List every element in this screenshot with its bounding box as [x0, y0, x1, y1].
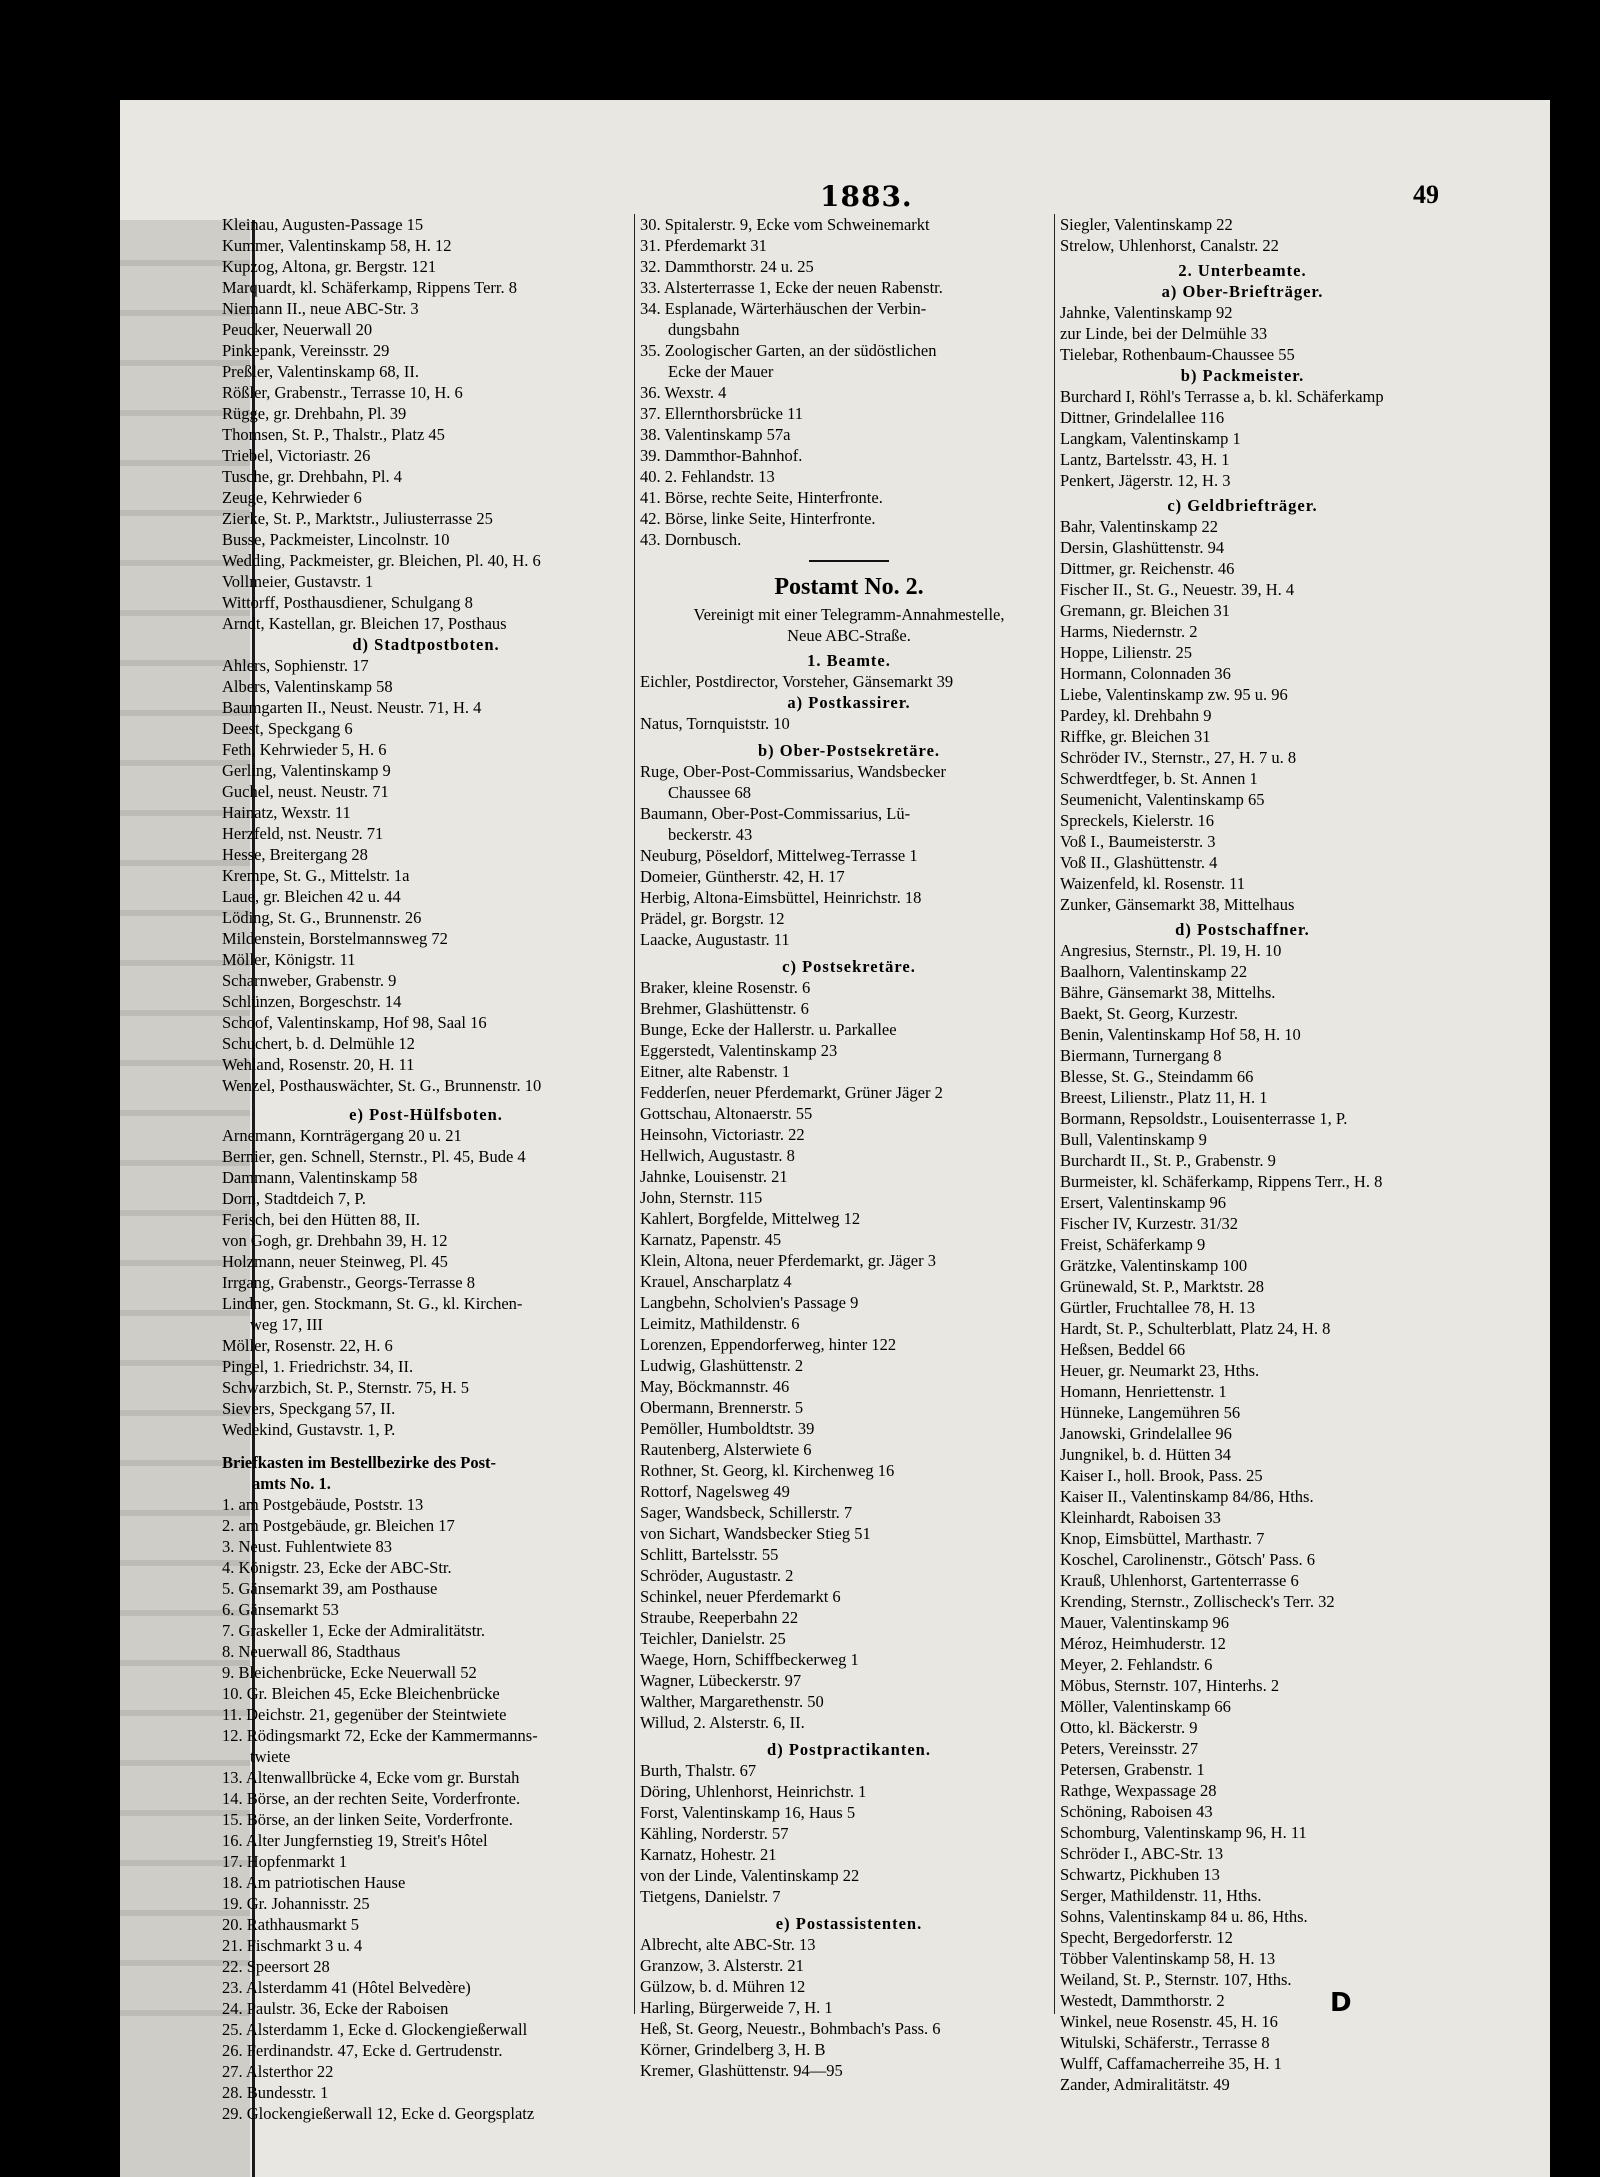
list-item: Rößler, Grabenstr., Terrasse 10, H. 6 — [222, 383, 463, 402]
list-item: 33. Alsterterrasse 1, Ecke der neuen Rabenstr. — [640, 278, 943, 297]
list-item: 38. Valentinskamp 57a — [640, 425, 791, 444]
list-item: Waege, Horn, Schiffbeckerweg 1 — [640, 1650, 859, 1669]
section-rule — [809, 560, 889, 562]
list-item: 8. Neuerwall 86, Stadthaus — [222, 1642, 401, 1661]
list-item: Dorn, Stadtdeich 7, P. — [222, 1189, 366, 1208]
list-item: zur Linde, bei der Delmühle 33 — [1060, 324, 1268, 343]
list-item: Winkel, neue Rosenstr. 45, H. 16 — [1060, 2012, 1278, 2031]
list-item: Witulski, Schäferstr., Terrasse 8 — [1060, 2033, 1270, 2052]
list-item: Willud, 2. Alsterstr. 6, II. — [640, 1713, 805, 1732]
list-postsekretaere — [640, 977, 1058, 1733]
list-item: Irrgang, Grabenstr., Georgs-Terrasse 8 — [222, 1273, 475, 1292]
list-item: weg 17, III — [250, 1315, 323, 1334]
list-item: Leimitz, Mathildenstr. 6 — [640, 1314, 800, 1333]
page-header — [0, 180, 1600, 213]
list-item: Teichler, Danielstr. 25 — [640, 1629, 786, 1648]
list-item: Niemann II., neue ABC-Str. 3 — [222, 299, 419, 318]
list-item: Waizenfeld, kl. Rosenstr. 11 — [1060, 874, 1246, 893]
list-item: Tusche, gr. Drehbahn, Pl. 4 — [222, 467, 402, 486]
list-item: Burchardt II., St. P., Grabenstr. 9 — [1060, 1151, 1276, 1170]
section-heading: b) Packmeister. — [1180, 366, 1305, 385]
list-item: 12. Rödingsmarkt 72, Ecke der Kammermanns- — [222, 1726, 538, 1745]
list-item: 40. 2. Fehlandstr. 13 — [640, 467, 775, 486]
list-item: Triebel, Victoriastr. 26 — [222, 446, 371, 465]
list-item: Lindner, gen. Stockmann, St. G., kl. Kirchen- — [222, 1294, 523, 1313]
list-item: Kaiser II., Valentinskamp 84/86, Hths. — [1060, 1487, 1314, 1506]
list-item: Freist, Schäferkamp 9 — [1060, 1235, 1206, 1254]
list-item: Hesse, Breitergang 28 — [222, 845, 368, 864]
list-item: Krempe, St. G., Mittelstr. 1a — [222, 866, 410, 885]
list-item: Möller, Rosenstr. 22, H. 6 — [222, 1336, 393, 1355]
list-item: Ahlers, Sophienstr. 17 — [222, 656, 369, 675]
column-rule — [634, 214, 635, 2014]
list-item: Scharnweber, Grabenstr. 9 — [222, 971, 397, 990]
list-item: Tietgens, Danielstr. 7 — [640, 1887, 781, 1906]
list-item: Kupzog, Altona, gr. Bergstr. 121 — [222, 257, 437, 276]
list-item: 17. Hopfenmarkt 1 — [222, 1852, 348, 1871]
list-item: Voß I., Baumeisterstr. 3 — [1060, 832, 1216, 851]
list-item: Otto, kl. Bäckerstr. 9 — [1060, 1718, 1198, 1737]
list-item: 14. Börse, an der rechten Seite, Vorderfronte. — [222, 1789, 521, 1808]
list-postkassirer — [640, 713, 1058, 734]
list-item: 34. Esplanade, Wärterhäuschen der Verbin- — [640, 299, 927, 318]
list-item: Forst, Valentinskamp 16, Haus 5 — [640, 1803, 856, 1822]
list-item: Walther, Margarethenstr. 50 — [640, 1692, 824, 1711]
list-item: Burmeister, kl. Schäferkamp, Rippens Terr., H. 8 — [1060, 1172, 1383, 1191]
list-item: Arnemann, Kornträgergang 20 u. 21 — [222, 1126, 462, 1145]
list-item: 19. Gr. Johannisstr. 25 — [222, 1894, 370, 1913]
list-item: Klein, Altona, neuer Pferdemarkt, gr. Jäger 3 — [640, 1251, 936, 1270]
list-item: Holzmann, neuer Steinweg, Pl. 45 — [222, 1252, 448, 1271]
list-item: Schwartz, Pickhuben 13 — [1060, 1865, 1220, 1884]
list-item: 36. Wexstr. 4 — [640, 383, 727, 402]
list-item: 16. Alter Jungfernstieg 19, Streit's Hôtel — [222, 1831, 488, 1850]
list-item: Jahnke, Louisenstr. 21 — [640, 1167, 788, 1186]
column-left — [222, 214, 630, 2124]
list-item: Hünneke, Langemühren 56 — [1060, 1403, 1241, 1422]
list-item: Serger, Mathildenstr. 11, Hths. — [1060, 1886, 1262, 1905]
list-item: 31. Pferdemarkt 31 — [640, 236, 767, 255]
list-item: Heß, St. Georg, Neuestr., Bohmbach's Pass. 6 — [640, 2019, 941, 2038]
list-item: 42. Börse, linke Seite, Hinterfronte. — [640, 509, 876, 528]
list-item: 4. Königstr. 23, Ecke der ABC-Str. — [222, 1558, 452, 1577]
list-item: Feth, Kehrwieder 5, H. 6 — [222, 740, 387, 759]
list-item: Schinkel, neuer Pferdemarkt 6 — [640, 1587, 841, 1606]
list-item: Westedt, Dammthorstr. 2 — [1060, 1991, 1225, 2010]
list-item: Laue, gr. Bleichen 42 u. 44 — [222, 887, 401, 906]
list-item: Rügge, gr. Drehbahn, Pl. 39 — [222, 404, 407, 423]
list-item: Karnatz, Papenstr. 45 — [640, 1230, 782, 1249]
list-item: Kleinhardt, Raboisen 33 — [1060, 1508, 1221, 1527]
list-item: Schlitt, Bartelsstr. 55 — [640, 1545, 779, 1564]
list-item: Ecke der Mauer — [668, 362, 774, 381]
list-item: Burth, Thalstr. 67 — [640, 1761, 757, 1780]
list-item: Biermann, Turnergang 8 — [1060, 1046, 1222, 1065]
list-item: Chaussee 68 — [668, 783, 751, 802]
list-item: Blesse, St. G., Steindamm 66 — [1060, 1067, 1254, 1086]
section-heading: c) Geldbriefträger. — [1167, 496, 1318, 515]
briefkasten-title-cont: amts No. 1. — [252, 1474, 331, 1493]
list-item: Albers, Valentinskamp 58 — [222, 677, 393, 696]
list-item: Wittorff, Posthausdiener, Schulgang 8 — [222, 593, 473, 612]
list-item: Voß II., Glashüttenstr. 4 — [1060, 853, 1218, 872]
list-item: Schlünzen, Borgeschstr. 14 — [222, 992, 402, 1011]
list-item: beckerstr. 43 — [668, 825, 753, 844]
list-item: Ruge, Ober-Post-Commissarius, Wandsbecker — [640, 762, 946, 781]
list-item: Eitner, alte Rabenstr. 1 — [640, 1062, 791, 1081]
list-item: Hellwich, Augustastr. 8 — [640, 1146, 795, 1165]
list-item: Brehmer, Glashüttenstr. 6 — [640, 999, 809, 1018]
section-heading: d) Postschaffner. — [1175, 920, 1310, 939]
list-item: 29. Glockengießerwall 12, Ecke d. Georgsplatz — [222, 2104, 535, 2123]
list-item: Rathge, Wexpassage 28 — [1060, 1781, 1217, 1800]
list-item: Deest, Speckgang 6 — [222, 719, 353, 738]
list-item: Baumann, Ober-Post-Commissarius, Lü- — [640, 804, 911, 823]
list-item: 43. Dornbusch. — [640, 530, 742, 549]
list-item: Fedderſen, neuer Pferdemarkt, Grüner Jäger 2 — [640, 1083, 943, 1102]
list-item: Möbus, Sternstr. 107, Hinterhs. 2 — [1060, 1676, 1280, 1695]
list-item: Vollmeier, Gustavstr. 1 — [222, 572, 374, 591]
list-item: Krauß, Uhlenhorst, Gartenterrasse 6 — [1060, 1571, 1299, 1590]
list-item: Rautenberg, Alsterwiete 6 — [640, 1440, 812, 1459]
list-item: Baekt, St. Georg, Kurzestr. — [1060, 1004, 1238, 1023]
list-item: Jungnikel, b. d. Hütten 34 — [1060, 1445, 1231, 1464]
list-postassistenten — [640, 1934, 1058, 2081]
section-heading: a) Ober-Briefträger. — [1161, 282, 1324, 301]
list-item: Schröder, Augustastr. 2 — [640, 1566, 794, 1585]
list-item: Weiland, St. P., Sternstr. 107, Hths. — [1060, 1970, 1292, 1989]
list-item: Harms, Niedernstr. 2 — [1060, 622, 1198, 641]
list-item: Bahr, Valentinskamp 22 — [1060, 517, 1219, 536]
list-item: Möller, Valentinskamp 66 — [1060, 1697, 1231, 1716]
list-item: Penkert, Jägerstr. 12, H. 3 — [1060, 471, 1231, 490]
list-item: 41. Börse, rechte Seite, Hinterfronte. — [640, 488, 883, 507]
list-item: Langbehn, Scholvien's Passage 9 — [640, 1293, 859, 1312]
postamt-title: Postamt No. 2. — [774, 574, 924, 600]
section-heading: 2. Unterbeamte. — [1178, 261, 1307, 280]
list-item: Fischer IV, Kurzestr. 31/32 — [1060, 1214, 1238, 1233]
list-item: Döring, Uhlenhorst, Heinrichstr. 1 — [640, 1782, 867, 1801]
list-item: Mauer, Valentinskamp 96 — [1060, 1613, 1230, 1632]
list-item: Mildenstein, Borstelmannsweg 72 — [222, 929, 448, 948]
list-item: Bähre, Gänsemarkt 38, Mittelhs. — [1060, 983, 1276, 1002]
list-item: Schöning, Raboisen 43 — [1060, 1802, 1213, 1821]
list-item: Schröder I., ABC-Str. 13 — [1060, 1844, 1224, 1863]
list-item: Krending, Sternstr., Zollischeck's Terr. 32 — [1060, 1592, 1335, 1611]
list-item: Schröder IV., Sternstr., 27, H. 7 u. 8 — [1060, 748, 1297, 767]
list-item: 3. Neust. Fuhlentwiete 83 — [222, 1537, 393, 1556]
list-item: Zander, Admiralitätstr. 49 — [1060, 2075, 1230, 2094]
list-item: 7. Graskeller 1, Ecke der Admiralitätstr. — [222, 1621, 486, 1640]
list-item: 32. Dammthorstr. 24 u. 25 — [640, 257, 814, 276]
list-item: 10. Gr. Bleichen 45, Ecke Bleichenbrücke — [222, 1684, 500, 1703]
list-item: Gürtler, Fruchtallee 78, H. 13 — [1060, 1298, 1255, 1317]
list-briefkasten — [222, 1494, 630, 2124]
list-item: 11. Deichstr. 21, gegenüber der Steintwiete — [222, 1705, 507, 1724]
section-heading: 1. Beamte. — [807, 651, 891, 670]
list-item: Gülzow, b. d. Mühren 12 — [640, 1977, 806, 1996]
list-item: Eggerstedt, Valentinskamp 23 — [640, 1041, 838, 1060]
list-item: 30. Spitalerstr. 9, Ecke vom Schweinemarkt — [640, 215, 930, 234]
list-item: Rothner, St. Georg, kl. Kirchenweg 16 — [640, 1461, 895, 1480]
list-item: Gottschau, Altonaerstr. 55 — [640, 1104, 813, 1123]
list-item: Kahlert, Borgfelde, Mittelweg 12 — [640, 1209, 861, 1228]
list-item: Wedekind, Gustavstr. 1, P. — [222, 1420, 396, 1439]
year-heading: 1883. — [820, 180, 913, 213]
section-heading: d) Postpractikanten. — [767, 1740, 931, 1759]
list-item: Ferisch, bei den Hütten 88, II. — [222, 1210, 420, 1229]
list-item: Rottorf, Nagelsweg 49 — [640, 1482, 790, 1501]
list-item: Obermann, Brennerstr. 5 — [640, 1398, 804, 1417]
list-item: Grätzke, Valentinskamp 100 — [1060, 1256, 1248, 1275]
list-item: Bernier, gen. Schnell, Sternstr., Pl. 45, Bude 4 — [222, 1147, 526, 1166]
list-item: Peters, Vereinsstr. 27 — [1060, 1739, 1199, 1758]
list-item: Gerling, Valentinskamp 9 — [222, 761, 391, 780]
list-item: 21. Fischmarkt 3 u. 4 — [222, 1936, 363, 1955]
list-letter-k-to-z — [222, 214, 630, 634]
list-item: Schoof, Valentinskamp, Hof 98, Saal 16 — [222, 1013, 487, 1032]
list-item: von Gogh, gr. Drehbahn 39, H. 12 — [222, 1231, 448, 1250]
list-item: Krauel, Anscharplatz 4 — [640, 1272, 792, 1291]
list-item: Homann, Henriettenstr. 1 — [1060, 1382, 1227, 1401]
list-item: Ersert, Valentinskamp 96 — [1060, 1193, 1227, 1212]
list-item: Thomsen, St. P., Thalstr., Platz 45 — [222, 425, 445, 444]
list-item: Preßler, Valentinskamp 68, II. — [222, 362, 419, 381]
list-item: Schuchert, b. d. Delmühle 12 — [222, 1034, 415, 1053]
list-item: Hoppe, Lilienstr. 25 — [1060, 643, 1192, 662]
list-item: Kleinau, Augusten-Passage 15 — [222, 215, 424, 234]
list-item: John, Sternstr. 115 — [640, 1188, 763, 1207]
list-item: von Sichart, Wandsbecker Stieg 51 — [640, 1524, 871, 1543]
list-item: Wedding, Packmeister, gr. Bleichen, Pl. 40, H. 6 — [222, 551, 541, 570]
list-item: May, Böckmannstr. 46 — [640, 1377, 790, 1396]
section-heading: a) Postkassirer. — [787, 693, 911, 712]
list-item: Angresius, Sternstr., Pl. 19, H. 10 — [1060, 941, 1282, 960]
list-item: 28. Bundesstr. 1 — [222, 2083, 329, 2102]
list-item: Körner, Grindelberg 3, H. B — [640, 2040, 826, 2059]
list-item: Heinsohn, Victoriastr. 22 — [640, 1125, 805, 1144]
list-item: 5. Gänsemarkt 39, am Posthause — [222, 1579, 438, 1598]
list-item: Heuer, gr. Neumarkt 23, Hths. — [1060, 1361, 1260, 1380]
column-middle — [640, 214, 1058, 2081]
list-ober-postsekretaere — [640, 761, 1058, 950]
list-geldbrieftraeger — [1060, 516, 1425, 915]
list-item: Gremann, gr. Bleichen 31 — [1060, 601, 1230, 620]
list-item: 15. Börse, an der linken Seite, Vorderfronte. — [222, 1810, 513, 1829]
list-item: dungsbahn — [668, 320, 740, 339]
list-item: Braker, kleine Rosenstr. 6 — [640, 978, 811, 997]
list-postschaffner — [1060, 940, 1425, 2095]
list-item: Kaiser I., holl. Brook, Pass. 25 — [1060, 1466, 1263, 1485]
list-item: Langkam, Valentinskamp 1 — [1060, 429, 1241, 448]
list-item: Breest, Lilienstr., Platz 11, H. 1 — [1060, 1088, 1268, 1107]
list-item: Bull, Valentinskamp 9 — [1060, 1130, 1207, 1149]
list-item: Laacke, Augustastr. 11 — [640, 930, 790, 949]
list-item: Fischer II., St. G., Neuestr. 39, H. 4 — [1060, 580, 1295, 599]
list-item: Schomburg, Valentinskamp 96, H. 11 — [1060, 1823, 1307, 1842]
scan-top-border — [0, 0, 1600, 100]
list-item: 13. Altenwallbrücke 4, Ecke vom gr. Burstah — [222, 1768, 520, 1787]
list-item: 1. am Postgebäude, Poststr. 13 — [222, 1495, 424, 1514]
list-briefkasten-cont — [640, 214, 1058, 550]
list-item: Petersen, Grabenstr. 1 — [1060, 1760, 1205, 1779]
section-heading: e) Post-Hülfsboten. — [349, 1105, 503, 1124]
list-item: Wagner, Lübeckerstr. 97 — [640, 1671, 802, 1690]
list-item: Zierke, St. P., Marktstr., Juliusterrasse 25 — [222, 509, 493, 528]
list-item: Sager, Wandsbeck, Schillerstr. 7 — [640, 1503, 853, 1522]
section-heading: e) Postassistenten. — [775, 1914, 923, 1933]
list-item: Karnatz, Hohestr. 21 — [640, 1845, 777, 1864]
list-item: Kummer, Valentinskamp 58, H. 12 — [222, 236, 452, 255]
list-item: Liebe, Valentinskamp zw. 95 u. 96 — [1060, 685, 1288, 704]
list-item: 6. Gänsemarkt 53 — [222, 1600, 339, 1619]
list-item: Dittmer, gr. Reichenstr. 46 — [1060, 559, 1235, 578]
list-item: Eichler, Postdirector, Vorsteher, Gänsemarkt 39 — [640, 672, 954, 691]
list-item: Riffke, gr. Bleichen 31 — [1060, 727, 1211, 746]
list-item: Janowski, Grindelallee 96 — [1060, 1424, 1232, 1443]
list-item: Baumgarten II., Neust. Neustr. 71, H. 4 — [222, 698, 482, 717]
list-item: 22. Speersort 28 — [222, 1957, 330, 1976]
list-item: Albrecht, alte ABC-Str. 13 — [640, 1935, 816, 1954]
list-item: Lantz, Bartelsstr. 43, H. 1 — [1060, 450, 1230, 469]
list-packmeister — [1060, 386, 1425, 491]
list-item: Seumenicht, Valentinskamp 65 — [1060, 790, 1265, 809]
list-item: Dammann, Valentinskamp 58 — [222, 1168, 418, 1187]
column-right — [1060, 214, 1425, 2095]
list-post-huelfsboten — [222, 1125, 630, 1440]
list-item: Méroz, Heimhuderstr. 12 — [1060, 1634, 1226, 1653]
list-item: Pemöller, Humboldtstr. 39 — [640, 1419, 815, 1438]
list-item: Marquardt, kl. Schäferkamp, Rippens Terr. 8 — [222, 278, 518, 297]
signature-mark: D — [1330, 1988, 1352, 2018]
list-item: Hormann, Colonnaden 36 — [1060, 664, 1231, 683]
list-item: 18. Am patriotischen Hause — [222, 1873, 406, 1892]
list-item: Herbig, Altona-Eimsbüttel, Heinrichstr. 18 — [640, 888, 922, 907]
list-item: Harling, Bürgerweide 7, H. 1 — [640, 1998, 833, 2017]
list-item: Bunge, Ecke der Hallerstr. u. Parkallee — [640, 1020, 897, 1039]
list-item: Hainatz, Wexstr. 11 — [222, 803, 351, 822]
list-item: Dersin, Glashüttenstr. 94 — [1060, 538, 1225, 557]
list-item: Strelow, Uhlenhorst, Canalstr. 22 — [1060, 236, 1279, 255]
list-item: 35. Zoologischer Garten, an der südöstlichen — [640, 341, 937, 360]
list-item: Bormann, Repsoldstr., Louisenterrasse 1, P. — [1060, 1109, 1348, 1128]
list-item: Többer Valentinskamp 58, H. 13 — [1060, 1949, 1276, 1968]
postamt-note: Neue ABC-Straße. — [787, 626, 911, 645]
list-item: 25. Alsterdamm 1, Ecke d. Glockengießerwall — [222, 2020, 528, 2039]
list-item: Möller, Königstr. 11 — [222, 950, 356, 969]
briefkasten-title: Briefkasten im Bestellbezirke des Post- — [222, 1453, 497, 1472]
list-item: twiete — [250, 1747, 291, 1766]
list-item: Domeier, Güntherstr. 42, H. 17 — [640, 867, 845, 886]
list-item: Hardt, St. P., Schulterblatt, Platz 24, H. 8 — [1060, 1319, 1331, 1338]
list-item: Arndt, Kastellan, gr. Bleichen 17, Posthaus — [222, 614, 507, 633]
list-item: Guchel, neust. Neustr. 71 — [222, 782, 389, 801]
list-item: Wenzel, Posthauswächter, St. G., Brunnenstr. 10 — [222, 1076, 542, 1095]
list-item: Jahnke, Valentinskamp 92 — [1060, 303, 1233, 322]
list-item: Zeuge, Kehrwieder 6 — [222, 488, 362, 507]
list-item: Schwarzbich, St. P., Sternstr. 75, H. 5 — [222, 1378, 470, 1397]
list-item: 20. Rathhausmarkt 5 — [222, 1915, 360, 1934]
list-item: Granzow, 3. Alsterstr. 21 — [640, 1956, 804, 1975]
list-item: Baalhorn, Valentinskamp 22 — [1060, 962, 1248, 981]
list-item: Straube, Reeperbahn 22 — [640, 1608, 799, 1627]
list-item: Dittner, Grindelallee 116 — [1060, 408, 1225, 427]
page-number: 49 — [1413, 180, 1439, 209]
list-item: Sievers, Speckgang 57, II. — [222, 1399, 396, 1418]
section-heading: c) Postsekretäre. — [782, 957, 916, 976]
list-item: Zunker, Gänsemarkt 38, Mittelhaus — [1060, 895, 1295, 914]
list-item: Prädel, gr. Borgstr. 12 — [640, 909, 785, 928]
list-item: Ludwig, Glashüttenstr. 2 — [640, 1356, 804, 1375]
section-heading: b) Ober-Postsekretäre. — [757, 741, 941, 760]
list-item: Pingel, 1. Friedrichstr. 34, II. — [222, 1357, 414, 1376]
list-item: Pardey, kl. Drehbahn 9 — [1060, 706, 1212, 725]
list-postassistenten-cont — [1060, 214, 1425, 256]
list-item: Wulff, Caffamacherreihe 35, H. 1 — [1060, 2054, 1282, 2073]
list-item: Wehland, Rosenstr. 20, H. 11 — [222, 1055, 415, 1074]
list-item: 37. Ellernthorsbrücke 11 — [640, 404, 803, 423]
list-item: Tielebar, Rothenbaum-Chaussee 55 — [1060, 345, 1295, 364]
list-item: Natus, Tornquiststr. 10 — [640, 714, 790, 733]
list-stadtpostboten — [222, 655, 630, 1096]
list-item: Neuburg, Pöseldorf, Mittelweg-Terrasse 1 — [640, 846, 918, 865]
list-item: Pinkepank, Vereinsstr. 29 — [222, 341, 390, 360]
list-item: 24. Paulstr. 36, Ecke der Raboisen — [222, 1999, 449, 2018]
list-item: 23. Alsterdamm 41 (Hôtel Belvedère) — [222, 1978, 471, 1997]
list-item: Spreckels, Kielerstr. 16 — [1060, 811, 1214, 830]
list-item: Kremer, Glashüttenstr. 94—95 — [640, 2061, 843, 2080]
list-item: Koschel, Carolinenstr., Götsch' Pass. 6 — [1060, 1550, 1316, 1569]
list-item: Herzfeld, nst. Neustr. 71 — [222, 824, 384, 843]
section-heading: d) Stadtpostboten. — [352, 635, 500, 654]
list-item: 9. Bleichenbrücke, Ecke Neuerwall 52 — [222, 1663, 477, 1682]
list-item: Sohns, Valentinskamp 84 u. 86, Hths. — [1060, 1907, 1308, 1926]
list-item: Meyer, 2. Fehlandstr. 6 — [1060, 1655, 1213, 1674]
list-item: 2. am Postgebäude, gr. Bleichen 17 — [222, 1516, 455, 1535]
list-postpractikanten — [640, 1760, 1058, 1907]
list-item: Kähling, Norderstr. 57 — [640, 1824, 789, 1843]
list-item: Lorenzen, Eppendorferweg, hinter 122 — [640, 1335, 897, 1354]
postamt-note: Vereinigt mit einer Telegramm-Annahmestelle, — [693, 605, 1005, 624]
list-item: 39. Dammthor-Bahnhof. — [640, 446, 803, 465]
list-item: Heßsen, Beddel 66 — [1060, 1340, 1186, 1359]
list-item: Burchard I, Röhl's Terrasse a, b. kl. Schäferkamp — [1060, 387, 1384, 406]
list-item: Grünewald, St. P., Marktstr. 28 — [1060, 1277, 1264, 1296]
list-item: 27. Alsterthor 22 — [222, 2062, 334, 2081]
list-item: Löding, St. G., Brunnenstr. 26 — [222, 908, 422, 927]
list-item: Schwerdtfeger, b. St. Annen 1 — [1060, 769, 1258, 788]
list-item: von der Linde, Valentinskamp 22 — [640, 1866, 860, 1885]
list-item: Knop, Eimsbüttel, Marthastr. 7 — [1060, 1529, 1265, 1548]
list-item: Siegler, Valentinskamp 22 — [1060, 215, 1233, 234]
list-item: Benin, Valentinskamp Hof 58, H. 10 — [1060, 1025, 1301, 1044]
list-item: Busse, Packmeister, Lincolnstr. 10 — [222, 530, 450, 549]
list-item: 26. Ferdinandstr. 47, Ecke d. Gertrudenstr. — [222, 2041, 503, 2060]
list-item: Specht, Bergedorferstr. 12 — [1060, 1928, 1233, 1947]
list-ober-brieftraeger — [1060, 302, 1425, 365]
list-item: Peucker, Neuerwall 20 — [222, 320, 373, 339]
